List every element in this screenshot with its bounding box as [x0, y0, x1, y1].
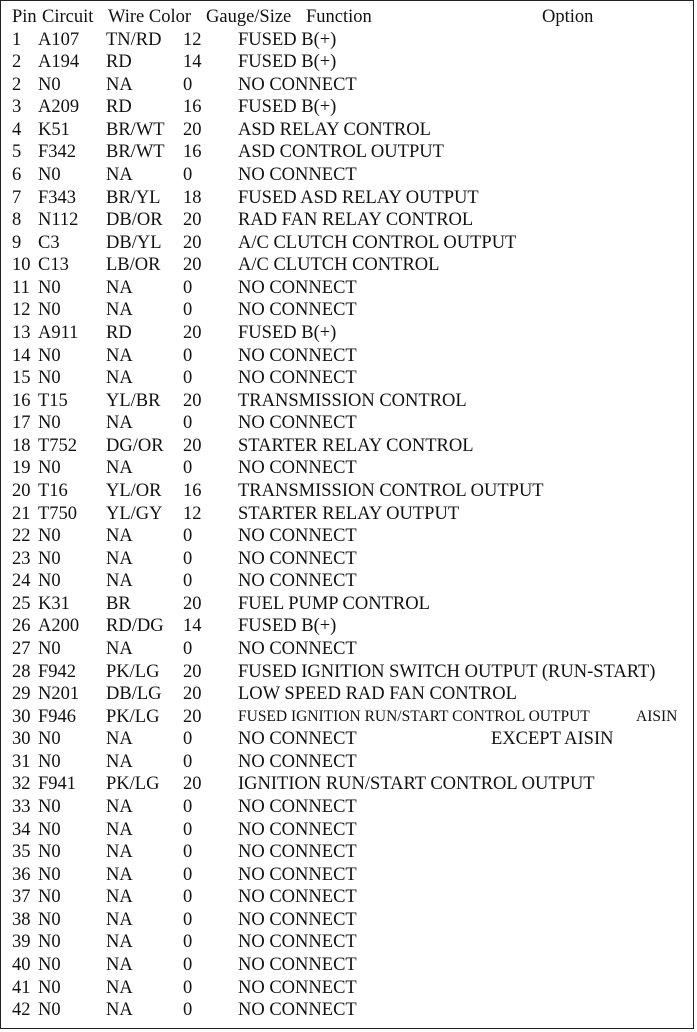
pin-cell: 17: [12, 413, 31, 434]
pin-cell: 27: [12, 639, 31, 659]
gauge-cell: 0: [183, 571, 193, 592]
pin-cell: 36: [12, 864, 31, 885]
pin-cell: 23: [12, 548, 31, 569]
pin-cell: 39: [12, 932, 31, 953]
table-row: [0, 209, 697, 231]
table-row: [0, 886, 697, 908]
gauge-cell: 0: [183, 955, 193, 975]
function-cell: NO CONNECT: [238, 345, 357, 366]
wire-color-cell: NA: [106, 165, 133, 185]
gauge-cell: 0: [183, 639, 193, 659]
header-circuit: Circuit: [42, 7, 94, 27]
gauge-cell: 20: [183, 210, 202, 231]
pin-cell: 30: [12, 729, 31, 750]
wire-color-cell: BR/WT: [106, 142, 165, 163]
function-cell: IGNITION RUN/START CONTROL OUTPUT: [238, 774, 595, 795]
gauge-cell: 0: [183, 977, 193, 998]
gauge-cell: 14: [183, 616, 202, 637]
wire-color-cell: NA: [106, 864, 133, 885]
function-cell: NO CONNECT: [238, 368, 357, 389]
circuit-cell: C3: [38, 232, 60, 253]
function-cell: NO CONNECT: [238, 165, 357, 185]
pin-cell: 2: [12, 52, 22, 73]
circuit-cell: N0: [38, 729, 61, 750]
wire-color-cell: NA: [106, 458, 133, 479]
table-row: [0, 51, 697, 73]
table-row: [0, 931, 697, 953]
pin-cell: 31: [12, 751, 31, 772]
function-cell: NO CONNECT: [238, 277, 357, 298]
gauge-cell: 0: [183, 368, 193, 389]
function-cell: NO CONNECT: [238, 751, 357, 772]
wire-color-cell: DG/OR: [106, 435, 164, 456]
function-cell: NO CONNECT: [238, 300, 357, 321]
function-cell: NO CONNECT: [238, 571, 357, 592]
function-cell: NO CONNECT: [238, 458, 357, 479]
gauge-cell: 16: [183, 97, 202, 118]
wire-color-cell: PK/LG: [106, 774, 160, 795]
table-row: [0, 841, 697, 863]
function-cell: NO CONNECT: [238, 864, 357, 885]
gauge-cell: 0: [183, 797, 193, 817]
circuit-cell: A200: [38, 616, 80, 637]
pin-cell: 7: [12, 187, 22, 208]
wire-color-cell: TN/RD: [106, 29, 162, 50]
gauge-cell: 0: [183, 729, 193, 750]
table-row: [0, 457, 697, 479]
pin-cell: 35: [12, 842, 31, 863]
pin-cell: 38: [12, 909, 31, 930]
circuit-cell: N201: [38, 684, 80, 705]
wire-color-cell: NA: [106, 277, 133, 298]
pin-cell: 29: [12, 684, 31, 705]
function-cell: FUSED B(+): [238, 97, 337, 118]
wire-color-cell: NA: [106, 1000, 133, 1021]
circuit-cell: N0: [38, 864, 61, 885]
function-cell: FUSED B(+): [238, 323, 337, 343]
table-row: [0, 525, 697, 547]
function-cell: FUSED IGNITION RUN/START CONTROL OUTPUT: [238, 707, 590, 725]
circuit-cell: N0: [38, 797, 61, 817]
table-row: [0, 638, 697, 660]
pin-cell: 9: [12, 232, 22, 253]
wire-color-cell: PK/LG: [106, 661, 160, 682]
table-row: [0, 412, 697, 434]
circuit-cell: N0: [38, 526, 61, 547]
function-cell: NO CONNECT: [238, 909, 357, 930]
function-cell: NO CONNECT: [238, 932, 357, 953]
wire-color-cell: NA: [106, 887, 133, 908]
function-cell: NO CONNECT: [238, 526, 357, 547]
circuit-cell: K51: [38, 119, 70, 140]
function-cell: STARTER RELAY CONTROL: [238, 435, 474, 456]
circuit-cell: A209: [38, 97, 80, 118]
gauge-cell: 16: [183, 142, 202, 163]
header-gauge-size: Gauge/Size: [206, 7, 292, 27]
wire-color-cell: NA: [106, 548, 133, 569]
table-row: [0, 322, 697, 344]
table-row: [0, 864, 697, 886]
function-cell: NO CONNECT: [238, 977, 357, 998]
table-row: [0, 796, 697, 818]
circuit-cell: K31: [38, 593, 70, 614]
table-row: [0, 74, 697, 96]
circuit-cell: T15: [38, 390, 68, 411]
table-row: [0, 187, 697, 209]
pin-cell: 5: [12, 142, 22, 163]
table-row: [0, 977, 697, 999]
wire-color-cell: RD/DG: [106, 616, 164, 637]
circuit-cell: T752: [38, 435, 78, 456]
circuit-cell: N0: [38, 842, 61, 863]
gauge-cell: 0: [183, 751, 193, 772]
wire-color-cell: NA: [106, 909, 133, 930]
wire-color-cell: NA: [106, 300, 133, 321]
table-row: [0, 954, 697, 976]
pin-cell: 37: [12, 887, 31, 908]
table-row: [0, 615, 697, 637]
pin-cell: 15: [12, 368, 31, 389]
table-row: [0, 548, 697, 570]
pin-cell: 11: [12, 277, 30, 298]
header-pin: Pin: [12, 7, 37, 27]
circuit-cell: N0: [38, 368, 61, 389]
function-cell: NO CONNECT: [238, 548, 357, 569]
table-row: [0, 232, 697, 254]
pin-cell: 32: [12, 774, 31, 795]
function-cell: RAD FAN RELAY CONTROL: [238, 210, 474, 231]
function-cell: FUSED B(+): [238, 616, 337, 637]
circuit-cell: N0: [38, 548, 61, 569]
pin-cell: 16: [12, 390, 31, 411]
pin-cell: 10: [12, 255, 31, 276]
pin-cell: 13: [12, 323, 31, 343]
circuit-cell: F942: [38, 661, 77, 682]
function-cell: TRANSMISSION CONTROL OUTPUT: [238, 481, 544, 501]
gauge-cell: 16: [183, 481, 202, 501]
gauge-cell: 20: [183, 774, 202, 795]
pin-cell: 24: [12, 571, 31, 592]
circuit-cell: N0: [38, 300, 61, 321]
pin-cell: 12: [12, 300, 31, 321]
circuit-cell: N0: [38, 887, 61, 908]
circuit-cell: F343: [38, 187, 77, 208]
wire-color-cell: NA: [106, 729, 133, 750]
circuit-cell: N0: [38, 277, 61, 298]
pin-cell: 34: [12, 819, 31, 840]
wire-color-cell: NA: [106, 977, 133, 998]
circuit-cell: N0: [38, 413, 61, 434]
table-row: [0, 593, 697, 615]
table-row: [0, 164, 697, 186]
table-row: [0, 254, 697, 276]
function-cell: LOW SPEED RAD FAN CONTROL: [238, 684, 517, 705]
pin-cell: 3: [12, 97, 22, 118]
wire-color-cell: RD: [106, 323, 132, 343]
function-cell: NO CONNECT: [238, 1000, 357, 1021]
function-cell: A/C CLUTCH CONTROL OUTPUT: [238, 232, 517, 253]
pin-cell: 40: [12, 955, 31, 975]
function-cell: NO CONNECT: [238, 729, 357, 750]
gauge-cell: 14: [183, 52, 202, 73]
function-cell: FUSED B(+): [238, 52, 337, 73]
gauge-cell: 0: [183, 526, 193, 547]
circuit-cell: C13: [38, 255, 69, 276]
gauge-cell: 20: [183, 390, 202, 411]
wire-color-cell: DB/YL: [106, 232, 162, 253]
table-row: [0, 367, 697, 389]
wire-color-cell: NA: [106, 932, 133, 953]
circuit-cell: A194: [38, 52, 80, 73]
function-cell: NO CONNECT: [238, 955, 357, 975]
table-row: [0, 435, 697, 457]
gauge-cell: 0: [183, 165, 193, 185]
pin-cell: 1: [12, 29, 22, 50]
function-cell: ASD CONTROL OUTPUT: [238, 142, 444, 163]
table-row: [0, 683, 697, 705]
pin-cell: 22: [12, 526, 31, 547]
header-function: Function: [306, 7, 372, 27]
gauge-cell: 0: [183, 887, 193, 908]
table-row: [0, 345, 697, 367]
circuit-cell: T750: [38, 503, 78, 524]
circuit-cell: A107: [38, 29, 80, 50]
function-cell: NO CONNECT: [238, 413, 357, 434]
function-cell: NO CONNECT: [238, 639, 357, 659]
pin-cell: 19: [12, 458, 31, 479]
wire-color-cell: BR/WT: [106, 119, 165, 140]
gauge-cell: 0: [183, 819, 193, 840]
circuit-cell: T16: [38, 481, 68, 501]
pin-cell: 42: [12, 1000, 31, 1021]
circuit-cell: N0: [38, 458, 61, 479]
gauge-cell: 0: [183, 548, 193, 569]
circuit-cell: A911: [38, 323, 79, 343]
gauge-cell: 20: [183, 684, 202, 705]
gauge-cell: 20: [183, 661, 202, 682]
wire-color-cell: NA: [106, 639, 133, 659]
gauge-cell: 0: [183, 864, 193, 885]
wire-color-cell: PK/LG: [106, 706, 160, 727]
circuit-cell: N0: [38, 909, 61, 930]
gauge-cell: 18: [183, 187, 202, 208]
function-cell: NO CONNECT: [238, 887, 357, 908]
circuit-cell: N0: [38, 165, 61, 185]
pin-cell: 30: [12, 706, 31, 727]
pin-cell: 8: [12, 210, 22, 231]
function-cell: NO CONNECT: [238, 74, 357, 95]
function-cell: FUSED B(+): [238, 29, 337, 50]
table-row: [0, 480, 697, 502]
function-cell: A/C CLUTCH CONTROL: [238, 255, 440, 276]
circuit-cell: N0: [38, 819, 61, 840]
circuit-cell: N0: [38, 571, 61, 592]
function-cell: FUSED IGNITION SWITCH OUTPUT (RUN-START): [238, 661, 656, 682]
gauge-cell: 0: [183, 277, 193, 298]
gauge-cell: 20: [183, 435, 202, 456]
function-cell: FUSED ASD RELAY OUTPUT: [238, 187, 479, 208]
circuit-cell: F342: [38, 142, 77, 163]
table-row: [0, 119, 697, 141]
wire-color-cell: DB/LG: [106, 684, 162, 705]
wire-color-cell: LB/OR: [106, 255, 161, 276]
pin-cell: 25: [12, 593, 31, 614]
gauge-cell: 20: [183, 119, 202, 140]
gauge-cell: 0: [183, 413, 193, 434]
function-cell: FUEL PUMP CONTROL: [238, 593, 430, 614]
table-row: [0, 277, 697, 299]
option-cell: EXCEPT AISIN: [491, 729, 614, 750]
wire-color-cell: YL/OR: [106, 481, 162, 501]
header-wire-color: Wire Color: [108, 7, 191, 27]
wire-color-cell: NA: [106, 571, 133, 592]
table-row: [0, 706, 697, 728]
gauge-cell: 0: [183, 1000, 193, 1021]
header-row: [0, 6, 697, 28]
pin-cell: 21: [12, 503, 31, 524]
gauge-cell: 20: [183, 706, 202, 727]
gauge-cell: 12: [183, 503, 202, 524]
wire-color-cell: RD: [106, 97, 132, 118]
gauge-cell: 20: [183, 255, 202, 276]
pin-cell: 6: [12, 165, 22, 185]
gauge-cell: 0: [183, 909, 193, 930]
wire-color-cell: NA: [106, 842, 133, 863]
function-cell: NO CONNECT: [238, 797, 357, 817]
circuit-cell: N0: [38, 639, 61, 659]
function-cell: TRANSMISSION CONTROL: [238, 390, 467, 411]
table-row: [0, 819, 697, 841]
table-row: [0, 503, 697, 525]
wire-color-cell: NA: [106, 413, 133, 434]
pin-cell: 2: [12, 74, 22, 95]
gauge-cell: 20: [183, 232, 202, 253]
wire-color-cell: NA: [106, 345, 133, 366]
gauge-cell: 0: [183, 458, 193, 479]
wire-color-cell: YL/GY: [106, 503, 163, 524]
pin-cell: 18: [12, 435, 31, 456]
option-cell: AISIN: [636, 707, 678, 725]
wire-color-cell: NA: [106, 797, 133, 817]
gauge-cell: 0: [183, 842, 193, 863]
function-cell: NO CONNECT: [238, 819, 357, 840]
circuit-cell: N0: [38, 751, 61, 772]
wire-color-cell: NA: [106, 526, 133, 547]
wire-color-cell: YL/BR: [106, 390, 161, 411]
pin-cell: 20: [12, 481, 31, 501]
gauge-cell: 0: [183, 74, 193, 95]
table-row: [0, 661, 697, 683]
pin-cell: 26: [12, 616, 31, 637]
wire-color-cell: BR/YL: [106, 187, 161, 208]
circuit-cell: F946: [38, 706, 77, 727]
pin-cell: 28: [12, 661, 31, 682]
wire-color-cell: NA: [106, 74, 133, 95]
table-row: [0, 999, 697, 1021]
wire-color-cell: RD: [106, 52, 132, 73]
table-row: [0, 390, 697, 412]
table-row: [0, 728, 697, 750]
gauge-cell: 0: [183, 345, 193, 366]
wire-color-cell: NA: [106, 819, 133, 840]
table-row: [0, 909, 697, 931]
function-cell: STARTER RELAY OUTPUT: [238, 503, 460, 524]
table-row: [0, 570, 697, 592]
table-row: [0, 29, 697, 51]
wire-color-cell: BR: [106, 593, 131, 614]
wire-color-cell: NA: [106, 368, 133, 389]
pin-cell: 41: [12, 977, 31, 998]
circuit-cell: N0: [38, 955, 61, 975]
table-row: [0, 96, 697, 118]
circuit-cell: N112: [38, 210, 79, 231]
pin-cell: 33: [12, 797, 31, 817]
circuit-cell: N0: [38, 1000, 61, 1021]
gauge-cell: 0: [183, 300, 193, 321]
gauge-cell: 20: [183, 323, 202, 343]
table-row: [0, 751, 697, 773]
header-option: Option: [542, 7, 594, 27]
circuit-cell: F941: [38, 774, 77, 795]
wire-color-cell: NA: [106, 955, 133, 975]
gauge-cell: 20: [183, 593, 202, 614]
table-row: [0, 773, 697, 795]
function-cell: NO CONNECT: [238, 842, 357, 863]
circuit-cell: N0: [38, 977, 61, 998]
circuit-cell: N0: [38, 74, 61, 95]
circuit-cell: N0: [38, 345, 61, 366]
pin-cell: 4: [12, 119, 22, 140]
table-row: [0, 141, 697, 163]
wire-color-cell: DB/OR: [106, 210, 163, 231]
gauge-cell: 0: [183, 932, 193, 953]
circuit-cell: N0: [38, 932, 61, 953]
pin-cell: 14: [12, 345, 31, 366]
gauge-cell: 12: [183, 29, 202, 50]
wire-color-cell: NA: [106, 751, 133, 772]
function-cell: ASD RELAY CONTROL: [238, 119, 431, 140]
table-row: [0, 299, 697, 321]
